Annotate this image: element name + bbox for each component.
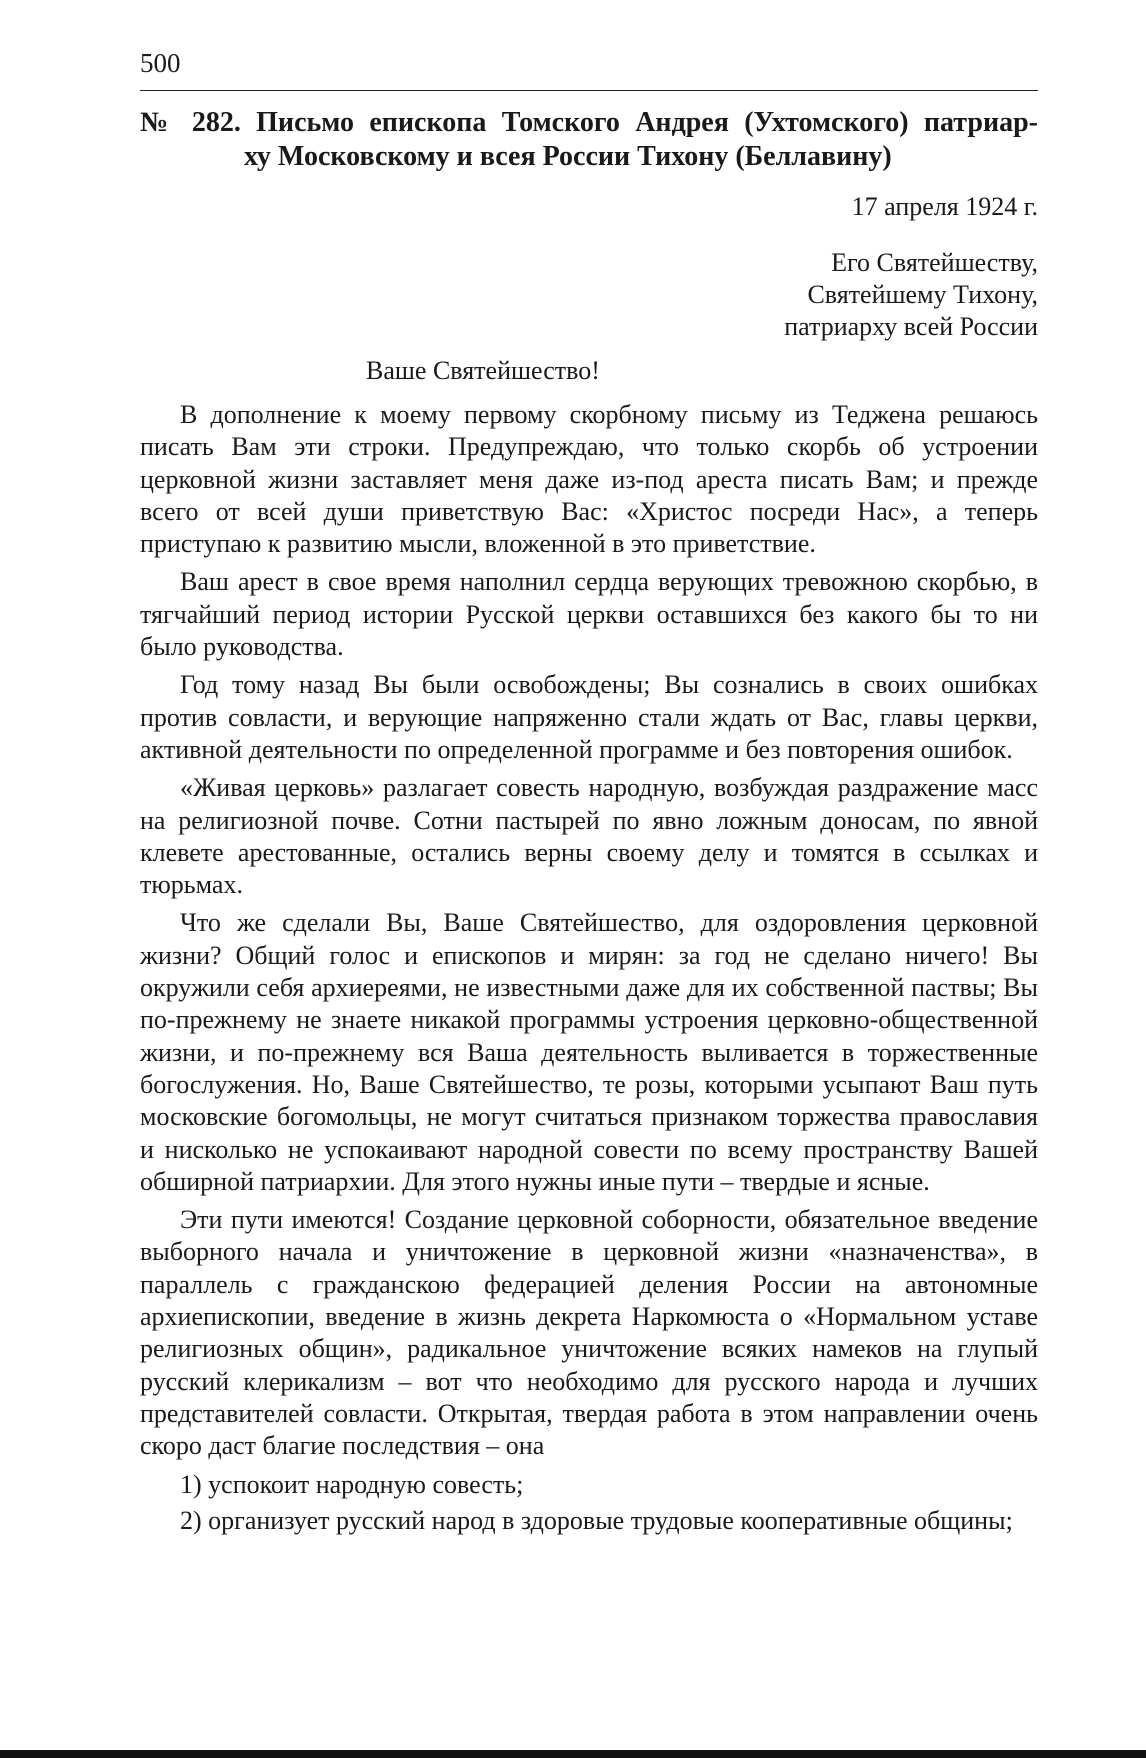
body-paragraph: В дополнение к моему первому скорбному письму из Теджена решаюсь писать Вам эти строки. Предупреждаю, что только скорбь об устроении церковной жизни заставляет меня даже из-под ареста писать Вам; и прежде всего от всей души приветствую Вас: «Христос посреди Нас», а теперь приступаю к развитию мысли, вложенной в это приветствие. xyxy=(140,400,1038,559)
document-title-line-1: № 282. Письмо епископа Томского Андрея (Ухтомского) патриар- xyxy=(140,107,1038,138)
list-item: 2) организует русский народ в здоровые трудовые кооперативные общины; xyxy=(180,1505,1013,1535)
salutation: Ваше Святейшество! xyxy=(366,356,600,385)
list-item: 1) успокоит народную совесть; xyxy=(180,1469,524,1499)
body-paragraph: Что же сделали Вы, Ваше Святейшество, для оздоровления церковной жизни? Общий голос и епископов и мирян: за год не сделано ничего! Вы окружили себя архиереями, не известными даже для их собственной паствы; Вы по-прежнему не знаете никакой программы устроения церковно-общественной жизни, и по-прежнему вся Ваша деятельность выливается в торжественные богослужения. Но, Ваше Святейшество, те розы, которыми усыпают Ваш путь московские богомольцы, не могут считаться признаком торжества православия и нисколько не успокаивают народной совести по всему пространству Вашей обширной патриархии. Для этого нужны иные пути – твердые и ясные. xyxy=(140,908,1038,1196)
addressee-block xyxy=(784,247,1038,343)
body-paragraph: Ваш арест в свое время наполнил сердца верующих тревожною скорбью, в тягчайший период истории Русской церкви оставшихся без какого бы то ни было руководства. xyxy=(140,567,1038,662)
addressee-line: Его Святейшеству, xyxy=(831,248,1038,277)
scan-bottom-edge xyxy=(0,1750,1146,1758)
body-paragraph: Год тому назад Вы были освобождены; Вы сознались в своих ошибках против совласти, и верующие напряженно стали ждать от Вас, главы церкви, активной деятельности по определенной программе и без повторения ошибок. xyxy=(140,670,1038,764)
header-rule xyxy=(140,90,1038,91)
addressee-line: Святейшему Тихону, xyxy=(807,280,1038,309)
document-title-line-2: ху Московскому и всея России Тихону (Беллавину) xyxy=(244,141,892,172)
letter-body xyxy=(140,399,1038,1541)
addressee-line: патриарху всей России xyxy=(784,312,1038,341)
document-date: 17 апреля 1924 г. xyxy=(851,192,1038,221)
page-number: 500 xyxy=(140,48,181,78)
body-paragraph: Эти пути имеются! Создание церковной соборности, обязательное введение выборного начала и уничтожение в церковной жизни «назначенства», в параллель с гражданскою федерацией деления России на автономные архиепископии, введение в жизнь декрета Наркомюста о «Нормальном уставе религиозных общин», радикальное уничтожение всяких намеков на глупый русский клерикализм – вот что необходимо для русского народа и лучших представителей совласти. Открытая, твердая работа в этом направлении очень скоро даст благие последствия – она xyxy=(140,1205,1038,1461)
body-paragraph: «Живая церковь» разлагает совесть народную, возбуждая раздражение масс на религиозной почве. Сотни пастырей по явно ложным доносам, по явной клевете арестованные, остались верны своему делу и томятся в ссылках и тюрьмах. xyxy=(140,773,1038,900)
document-title xyxy=(140,106,1038,174)
